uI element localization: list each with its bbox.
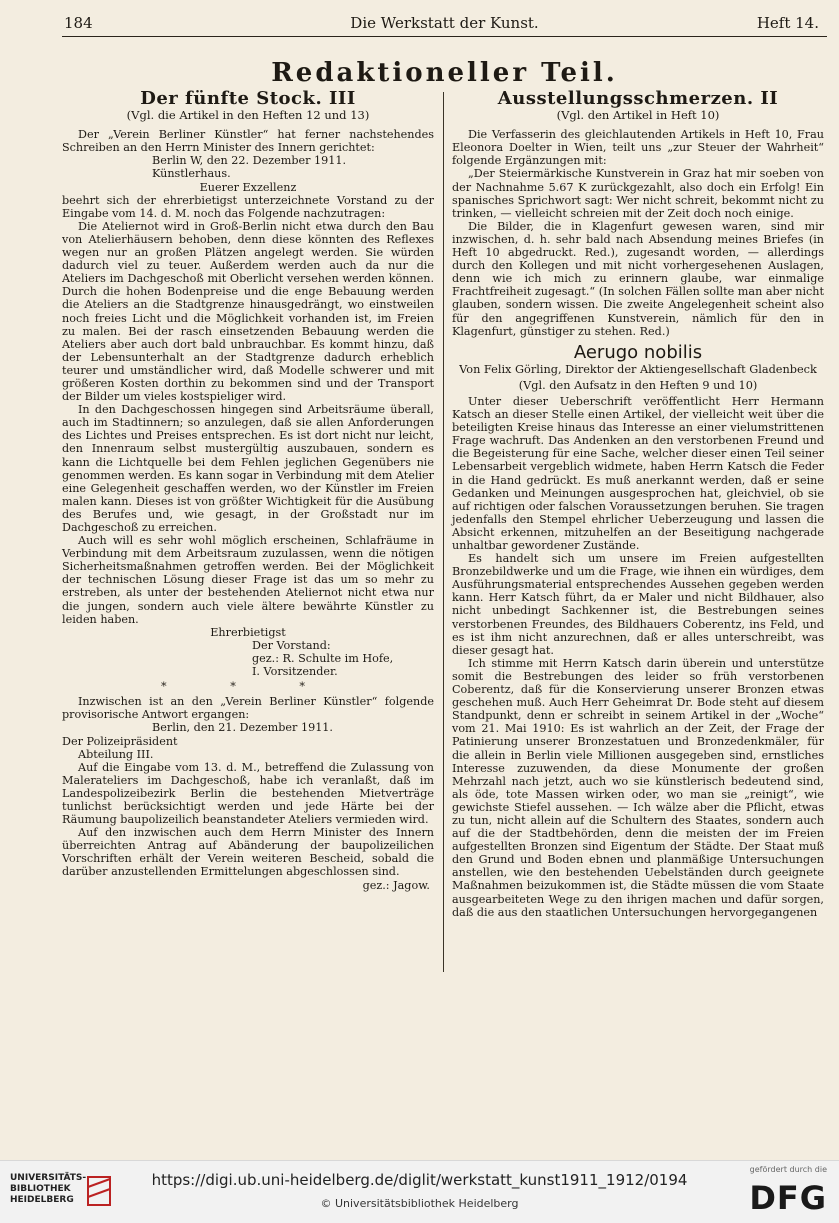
footer-bar bbox=[0, 1160, 839, 1223]
article-heading: Der fünfte Stock. III bbox=[140, 88, 356, 109]
paragraph: Die Ateliernot wird in Groß-Berlin nicht etwa durch den Bau von Atelierhäusern behoben, denn diese könnten des Reflexes wegen nur an großen Plätzen angelegt werden. Sie würden dadurch viel zu teuer. Außerdem werden auch da nur die Ateliers im Dachgeschoß mit Oberlicht versehen werden können. Durch die hohen Bodenpreise und die enge Bebauung werden die Ateliers an die Stadtgrenze hinausgedrängt, wo einstweilen noch freies Licht und die Möglichkeit vorhanden ist, im Freien zu malen. Bei der rasch einsetzenden Bebauung werden die Ateliers aber auch dort bald unbrauchbar. Es kommt hinzu, daß der Lebensunterhalt an der Stadtgrenze dadurch erheblich teurer und umständlicher wird, daß Modelle schwerer und mit größeren Kosten dorthin zu bekommen sind und der Transport der Bilder um vieles kostspieliger wird. bbox=[62, 219, 434, 404]
issue-label: Heft 14. bbox=[756, 14, 819, 32]
page-number: 184 bbox=[64, 14, 93, 32]
department: Abteilung III. bbox=[78, 747, 154, 761]
right-column bbox=[452, 88, 824, 919]
paragraph: beehrt sich der ehrerbietigst unterzeichnete Vorstand zu der Eingabe vom 14. d. M. noch das Folgende nachzutragen: bbox=[62, 193, 434, 220]
salutation: Euerer Exzellenz bbox=[199, 180, 297, 194]
signature-board: Der Vorstand: bbox=[252, 638, 331, 652]
letter-date: Berlin, den 21. Dezember 1911. bbox=[152, 721, 333, 735]
article-subheading: (Vgl. den Artikel in Heft 10) bbox=[556, 108, 720, 123]
copyright: © Universitätsbibliothek Heidelberg bbox=[320, 1197, 519, 1210]
funder-logo: DFG bbox=[749, 1179, 827, 1217]
paragraph: Die Verfasserin des gleichlautenden Artikels in Heft 10, Frau Eleonora Doelter in Wien, teilt uns „zur Steuer der Wahrheit“ folgende Ergänzungen mit: bbox=[452, 128, 824, 168]
paragraph: Auf den inzwischen auch dem Herrn Minister des Innern überreichten Antrag auf Abänderung der baupolizeilichen Vorschriften erhält der Verein weiteren Bescheid, sobald die darüber anzustellenden Ermittelungen abgeschlossen sind. bbox=[62, 826, 434, 879]
sender: Der Polizeipräsident bbox=[62, 734, 178, 748]
left-column bbox=[62, 88, 434, 892]
header-rule bbox=[62, 36, 827, 37]
running-header bbox=[60, 14, 829, 36]
article-subheading: (Vgl. die Artikel in den Heften 12 und 13) bbox=[126, 108, 370, 123]
paragraph: Der „Verein Berliner Künstler“ hat ferner nachstehendes Schreiben an den Herrn Minister des Innern gerichtet: bbox=[62, 128, 434, 155]
article-heading: Ausstellungsschmerzen. II bbox=[497, 88, 779, 109]
article-heading: Aerugo nobilis bbox=[573, 341, 703, 363]
letter-place: Künstlerhaus. bbox=[152, 167, 231, 181]
paragraph: Inzwischen ist an den „Verein Berliner Künstler“ folgende provisorische Antwort ergangen: bbox=[62, 695, 434, 722]
signature-name: gez.: R. Schulte im Hofe, bbox=[252, 651, 394, 665]
paragraph: Die Bilder, die in Klagenfurt gewesen waren, sind mir inzwischen, d. h. sehr bald nach Absendung meines Briefes (in Heft 10 abgedruckt. Red.), zugesandt worden, — allerdings durch den Kollegen und mit nicht vorhergesehenen Auslagen, denn wie ich mich zu erinnern glaube, war einmalige Frachtfreiheit zugesagt.“ (In solchen Fällen sollte man aber nicht glauben, sondern wissen. Die zweite Angelegenheit scheint also für den angegriffenen Kunstverein, nämlich für den in Klagenfurt, günstiger zu stehen. Red.) bbox=[452, 219, 824, 338]
byline: Von Felix Görling, Direktor der Aktiengesellschaft Gladenbeck bbox=[459, 362, 817, 376]
paragraph: „Der Steiermärkische Kunstverein in Graz hat mir soeben von der Nachnahme 5.67 K zurückgezahlt, also doch ein Erfolg! Ein spanisches Sprichwort sagt: Wer nicht schreit, bekommt nicht zu trinken, — vielleicht schreien mit der Zeit doch noch einige. bbox=[452, 167, 824, 220]
paragraph: Unter dieser Ueberschrift veröffentlicht Herr Hermann Katsch an dieser Stelle einen Artikel, der vielleicht weit über die beteiligten Kreise hinaus das Interesse an einer vielumstrittenen Frage wachruft. Das Andenken an den verstorbenen Freund und die Begeisterung für eine Sache, welcher dieser einen Teil seiner Lebensarbeit vergeblich widmete, haben Herrn Katsch die Feder in die Hand gedrückt. Es muß anerkannt werden, daß er seine Gedanken und Meinungen ausgesprochen hat, gleichviel, ob sie auf richtigen oder falschen Voraussetzungen beruhen. Sie tragen jedenfalls den Stempel ehrlicher Ueberzeugung und lassen die Absicht erkennen, mitzuhelfen an der Beseitigung nachgerade unhaltbar gewordener Zustände. bbox=[452, 394, 824, 552]
paragraph: Es handelt sich um unsere im Freien aufgestellten Bronzebildwerke und um die Frage, wie ihnen ein würdiges, dem Ausführungsmaterial entsprechendes Aussehen gegeben werden kann. Herr Katsch führt, da er Maler und nicht Bildhauer, also nicht unbedingt Sachkenner ist, die Bestrebungen seines verstorbenen Freundes, des Bildhauers Coberentz, ins Feld, und es ist ihm nicht anzurechnen, daß er alles unterschreibt, was dieser gesagt hat. bbox=[452, 552, 824, 657]
library-name: UNIVERSITÄTS- BIBLIOTHEK HEIDELBERG bbox=[10, 1173, 87, 1205]
column-divider bbox=[443, 92, 444, 972]
letter-date: Berlin W, den 22. Dezember 1911. bbox=[152, 154, 347, 168]
section-break: * * * bbox=[161, 680, 335, 694]
paragraph: Auch will es sehr wohl möglich erscheinen, Schlafräume in Verbindung mit dem Arbeitsraum zuzulassen, wenn die nötigen Sicherheitsmaßnahmen getroffen werden. Bei der Möglichkeit der technischen Lösung dieser Frage ist das um so mehr zu erstreben, als unter der bestehenden Ateliernot nicht etwa nur die jungen, sondern auch viele ältere bewährte Künstler zu leiden haben. bbox=[62, 534, 434, 626]
paragraph: Ich stimme mit Herrn Katsch darin überein und unterstütze somit die Bestrebungen des leider so früh verstorbenen Coberentz, daß für die Konservierung unserer Bronzen etwas geschehen muß. Auch Herr Geheimrat Dr. Bode steht auf diesem Standpunkt, denn er schreibt in seinem Artikel in der „Woche“ vom 21. Mai 1910: Es ist wahrlich an der Zeit, der Frage der Patinierung unserer Bronzestatuen und Bronzedenkmäler, für die allein in Berlin viele Millionen ausgegeben sind, ernstliches Interesse zuzuwenden, da diese Monumente der großen Mehrzahl nach jetzt, auch wo sie künstlerisch bedeutend sind, als öde, tote Massen wirken oder, wo man sie „reinigt“, wie gewichste Stiefel aussehen. — Ich wälze aber die Pflicht, etwas zu tun, nicht allein auf die Schultern des Staates, sondern auch auf die der Stadtbehörden, denn die meisten der im Freien aufgestellten Bronzen sind Eigentum der Städte. Der Staat muß den Grund und Boden ebnen und planmäßige Untersuchungen anstellen, wie den bestehenden Uebelständen durch geeignete Maßnahmen beizukommen ist, die Städte müssen die vom Staate ausgearbeiteten Wege zu den ihrigen machen und dafür sorgen, daß die aus den staatlichen Untersuchungen hervorgegangenen bbox=[452, 656, 824, 919]
paragraph: In den Dachgeschossen hingegen sind Arbeitsräume überall, auch im Stadtinnern; so anzulegen, daß sie allen Anforderungen des Lichtes und Preises entsprechen. Es ist dort nicht nur leicht, den Innenraum selbst mustergültig auszubauen, sondern es kann die Lichtquelle bei dem Fehlen jeglichen Gegenübers nie genommen werden. Es kann sogar in Verbindung mit dem Atelier eine Gelegenheit geschaffen werden, wo der Künstler im Freien malen kann. Dieses ist von größter Wichtigkeit für die Ausübung des Berufes und, wie gesagt, in der Großstadt nur im Dachgeschoß zu erreichen. bbox=[62, 403, 434, 534]
running-title: Die Werkstatt der Kunst. bbox=[350, 14, 539, 32]
closing: Ehrerbietigst bbox=[210, 625, 286, 639]
section-title: Redaktioneller Teil. bbox=[271, 58, 618, 88]
source-url[interactable]: https://digi.ub.uni-heidelberg.de/diglit/werkstatt_kunst1911_1912/0194 bbox=[151, 1171, 688, 1189]
funder-label: gefördert durch die bbox=[749, 1165, 827, 1174]
paragraph: Auf die Eingabe vom 13. d. M., betreffend die Zulassung von Malerateliers im Dachgeschoß, habe ich veranlaßt, daß im Landespolizeibezirk Berlin die bestehenden Mietverträge tunlichst berücksichtigt werden und jede Härte bei der Räumung baupolizeilich beanstandeter Ateliers vermieden wird. bbox=[62, 760, 434, 827]
signature-role: I. Vorsitzender. bbox=[252, 665, 338, 679]
article-subheading: (Vgl. den Aufsatz in den Heften 9 und 10) bbox=[518, 378, 758, 392]
signature: gez.: Jagow. bbox=[362, 878, 430, 892]
